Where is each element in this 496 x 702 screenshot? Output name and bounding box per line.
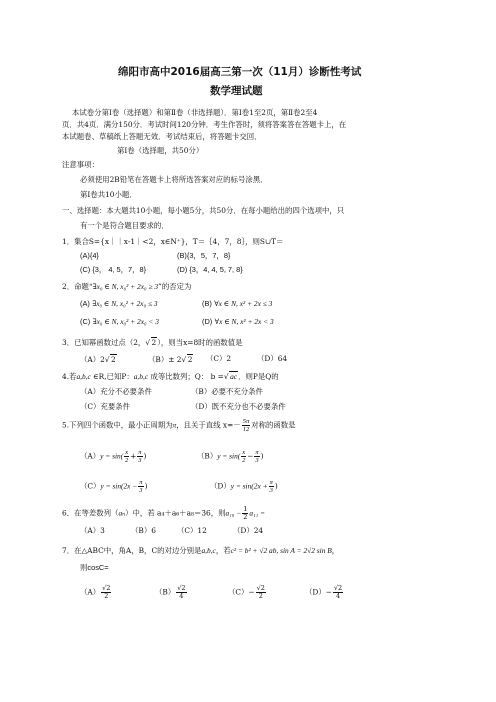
notes-item-1: 必须使用2B铅笔在答题卡上将所选答案对应的标号涂黑． [80,175,268,184]
q2-option-a-math: ∃x₀ ∈ N, x₀² + 2x₀ ≤ 3 [92,299,158,308]
q4-stem-post: ．则P是Q的 [238,372,279,381]
q7-option-b-num: √2 [177,584,186,592]
q2-option-d [202,317,274,327]
q6-stem-expr2: a₁₁ = [249,508,266,518]
q7-stem-vars: a,b,c [201,546,216,555]
q5-option-d [210,479,278,494]
q2-option-c [80,317,159,327]
q5-option-d-frac-den: 3 [269,487,273,494]
q7-option-c-frac [256,585,266,600]
q5-option-b [197,449,264,464]
q5-frac-den: 12 [242,426,250,433]
intro-line-3: 本试题卷、草稿纸上答题无效．考试结束后，将答题卡交回． [62,132,262,141]
q7-option-d [305,585,344,600]
q6-stem [62,506,265,521]
q3-stem-sqrt: 2 [151,338,157,347]
q5-option-d-close: ) [274,481,278,491]
q1-option-d: (D) {3，4, 4, 5, 7, 8} [177,265,243,274]
q5-option-a-frac2-den: 3 [138,457,142,464]
q5-option-b-op: − [247,451,254,461]
q7-option-c-num: √2 [256,584,265,592]
q3-option-b-label: （B）± 2 [148,355,182,364]
part1-heading: 第Ⅰ卷（选择题，共50分） [117,146,204,155]
q4-option-d: （D）既不充分也不必要条件 [191,402,286,411]
q1-option-c: (C) {3， 4, 5，7，8} [80,265,147,274]
q7-option-c-label: （C）− [228,587,255,597]
q6-stem-mid: ）中，若 a₄＋a₆＋a₈＝36，则 [125,508,226,518]
q7-stem-pre: 7．在△ABC中，角A，B，C的对边分别是 [62,546,202,555]
q2-option-d-label: (D) [202,317,213,326]
q7-option-d-label: （D）− [305,587,332,597]
q5-option-b-label: （B） [197,451,218,461]
q3-stem-pre: 3．已知幂函数过点（2， [62,338,146,347]
q7-option-a-num: √2 [102,584,111,592]
q5-option-a-op: + [130,451,137,461]
q2-option-a-label: (A) [80,299,90,308]
q7-option-d-frac [333,585,343,600]
q3-option-a-label: （A）2 [80,355,105,364]
q5-option-d-frac-num: π [269,479,273,486]
q4-stem-vars2: a,b,c [133,372,149,381]
q2-option-d-math: ∀x ∈ N, x² + 2x < 3 [214,317,274,326]
q5-option-b-frac2 [254,449,259,464]
q2-option-c-math: ∃x₀ ∈ N, x₀² + 2x₀ < 3 [92,317,159,326]
q5-option-b-frac2-den: 3 [255,457,259,464]
q5-option-c-frac [138,479,143,494]
exam-subtitle: 数学理试题 [210,85,263,97]
q5-option-a-frac1-den: 2 [125,457,129,464]
q6-option-a: （A）3 [80,526,105,535]
exam-title: 绵阳市高中2016届高三第一次（11月）诊断性考试 [118,66,362,78]
q6-stem-pre: 6．在等差数列（ [62,508,119,518]
q3-option-a-sqrt: 2 [111,355,116,364]
q6-stem-expr1: a₁₀ − [225,508,242,518]
q3-option-a: （A）2√ 2 [80,355,116,364]
q5-option-b-frac2-num: π [255,449,259,456]
q7-option-b-label: （B） [155,587,176,597]
q1-option-b: (B){3，5，7，8} [177,251,231,260]
q5-option-b-frac1 [241,449,246,464]
q5-stem-pi: π [172,420,177,430]
q7-option-b-frac [176,585,186,600]
q7-option-b-den: 4 [179,592,184,600]
q5-option-a-frac2 [137,449,142,464]
q7-stem-line-2: 则cosC= [80,563,109,572]
q7-option-a-frac [101,585,111,600]
q5-option-c [80,479,147,494]
q7-option-d-num: √2 [333,584,343,592]
q2-option-b-label: (B) [202,299,212,308]
q7-stem-post: ， [331,546,340,555]
q5-stem [62,418,296,433]
q5-stem-pre: 5.下列四个函数中，最小正周期为 [62,420,173,430]
q7-option-a-den: 2 [104,592,109,600]
q7-option-c-den: 2 [258,592,263,600]
q4-option-c: （C）充要条件 [80,402,130,411]
q7-option-a [80,585,112,600]
q1-stem: 1．集合S={x｜｜x-1｜<2，x∈N⁺}，T＝｛4，7，8｝，则S∪T＝ [62,237,284,246]
q6-frac-den: 2 [243,513,248,521]
q3-stem: 3．已知幂函数过点（2，√ 2），则当x=8时的函数值是 [62,338,243,347]
q7-option-a-label: （A） [80,587,101,597]
q4-stem-pre: 4.若 [62,372,77,381]
q7-option-c [228,585,267,600]
notes-heading: 注意事项： [62,160,99,169]
q5-option-c-close: ) [144,481,148,491]
q3-stem-post: ），则当x=8时的函数值是 [157,338,243,347]
q4-option-a: （A）充分不必要条件 [80,387,152,396]
q5-option-c-fn: y = sin(2x − [100,481,138,491]
q5-option-c-frac-num: π [139,479,143,486]
q5-option-a-close: ) [143,451,147,461]
q2-stem-post: ”的否定为 [158,282,192,291]
q5-option-d-frac [269,479,274,494]
q2-stem-math: ∃x₀ ∈ N, x₀² + 2x₀ ≥ 3 [92,282,159,291]
q5-option-a-label: （A） [80,451,101,461]
q7-option-b [155,585,188,600]
q3-option-b: （B）± 2√ 2 [148,355,193,364]
q5-frac-num: 5π [242,418,250,425]
q4-stem-mid2: 成等比数列；Q： b = [148,372,224,381]
section1-line-1: 一、选择题：本大题共10小题，每小题5分，共50分．在每小题给出的四个选项中，只 [62,206,345,215]
q7-stem [62,546,339,556]
q7-option-d-den: 4 [335,592,341,600]
section1-line-2: 有一个是符合题目要求的． [80,221,169,230]
q4-stem-sqrt: ac [230,372,238,381]
q4-stem-mid: ∈R,已知P： [90,372,134,381]
q2-option-b [202,299,272,309]
q2-stem-pre: 2．命题“ [62,282,93,291]
q7-stem-mid: ，若 [215,546,231,555]
q5-option-a [80,449,146,464]
q5-option-c-frac-den: 3 [139,487,143,494]
q2-option-b-math: ∀x ∈ N, x² + 2x ≤ 3 [214,299,273,308]
q4-option-b: （B）必要不充分条件 [191,387,263,396]
q5-stem-post: 对称的函数是 [251,420,296,430]
intro-line-2: 页．共4页．满分150分．考试时间120分钟．考生作答时，须将答案答在答题卡上，在 [62,120,347,129]
q6-option-b: （B）6 [131,526,156,535]
q5-option-c-label: （C） [80,481,101,491]
q5-option-b-fn: y = sin( [217,451,241,461]
q5-stem-mid: ，且关于直线 x=－ [176,420,241,430]
q6-frac-num: 1 [243,505,248,513]
q6-stem-an: aₙ [118,508,126,518]
q6-option-d: （D）24 [233,526,264,535]
q5-option-b-frac1-num: x [242,449,246,456]
q7-stem-math: c² = b² + √2 ab, sin A = 2√2 sin B [230,546,332,555]
q5-option-b-frac1-den: 2 [242,457,246,464]
q5-stem-fraction [242,418,251,433]
q1-option-a: (A){4} [80,251,99,260]
q4-stem-vars: a,b,c [76,372,91,381]
q5-option-a-frac1-num: x [125,449,129,456]
q2-option-a [80,299,158,309]
q3-option-c: （C）2 [206,354,232,363]
q6-stem-fraction [242,506,248,521]
q5-option-a-fn: y = sin( [100,451,124,461]
q3-option-d: （D）64 [257,354,288,363]
q5-option-d-fn: y = sin(2x + [230,481,268,491]
q2-option-c-label: (C) [80,317,91,326]
q5-option-a-frac1 [124,449,129,464]
q3-option-b-sqrt: 2 [187,355,193,364]
intro-line-1: 本试卷分第Ⅰ卷（选择题）和第Ⅱ卷（非选择题）．第Ⅰ卷1至2页，第Ⅱ卷2至4 [72,108,318,117]
q4-stem: 4.若a,b,c ∈R,已知P：a,b,c 成等比数列；Q： b =√ ac．则P是Q的 [62,372,279,381]
q5-option-b-close: ) [260,451,264,461]
q6-option-c: （C）12 [177,526,207,535]
q5-option-a-frac2-num: π [138,449,142,456]
q2-stem [62,282,191,292]
q5-option-d-label: （D） [210,481,231,491]
notes-item-2: 第Ⅰ卷共10小题． [80,190,137,199]
